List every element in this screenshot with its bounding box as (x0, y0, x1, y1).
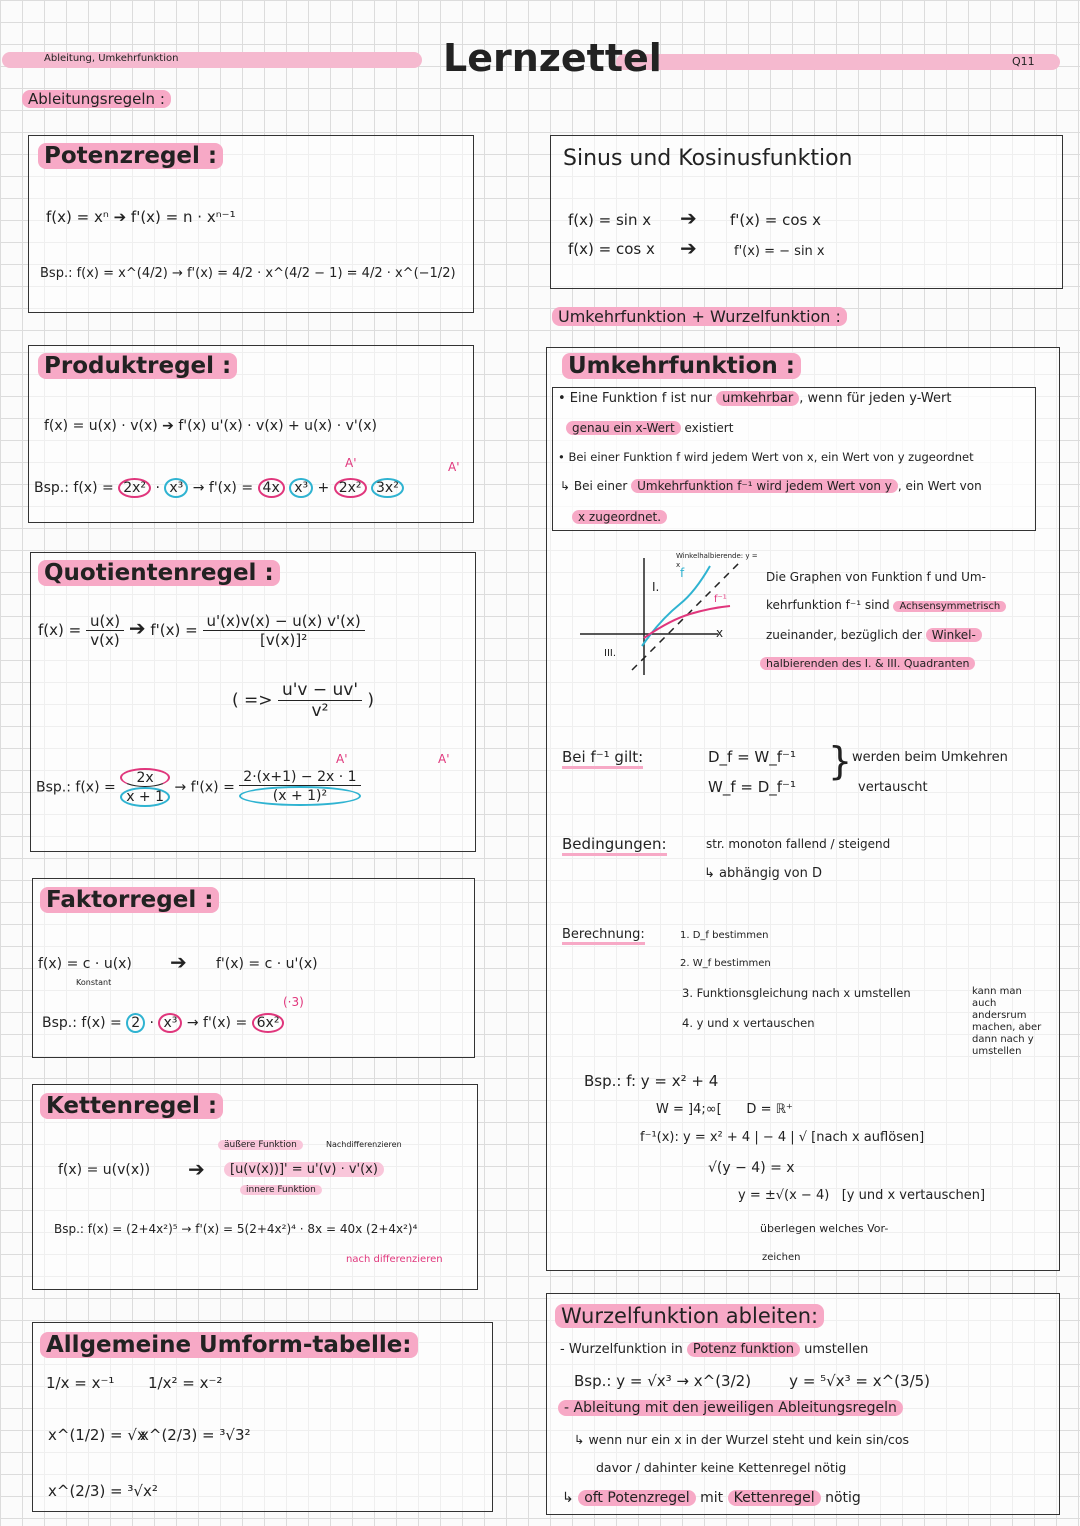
umkehr-b1-end: existiert (684, 421, 734, 435)
sinus-title: Sinus und Kosinusfunktion (563, 146, 853, 171)
umkehr-b1 (558, 391, 951, 406)
produktregel-example: Bsp.: f(x) = 2x² · x³ → f'(x) = 4x x³ + 2x² 3x² (34, 480, 404, 496)
graph-finv: f⁻¹ (714, 594, 727, 605)
ex-term-c: 4x (258, 478, 285, 498)
bsp-2: W = ]4;∞[ D = ℝ⁺ (656, 1102, 793, 1117)
ex-plus: + (317, 480, 330, 496)
sinus-r2-left: f(x) = cos x (568, 240, 655, 258)
quotient-ex-rhs-num: 2·(x+1) − 2x · 1 (239, 769, 360, 786)
wurzel-l1-post: umstellen (804, 1342, 869, 1357)
step-4: 4. y und x vertauschen (682, 1016, 815, 1030)
ex-term-b: x³ (164, 478, 188, 498)
bsp-6: überlegen welches Vor- (760, 1222, 889, 1235)
quotient-mark-2: A' (438, 752, 450, 766)
quotient-v: v(x) (90, 631, 120, 649)
quotient-mark-1: A' (336, 752, 348, 766)
df-note-2: vertauscht (858, 780, 928, 795)
umform-r3: x^(2/3) = ³√x² (48, 1482, 158, 1500)
graph-x: x (716, 626, 724, 640)
wurzel-l1 (560, 1342, 868, 1357)
graph-text-3b: Winkel- (926, 628, 982, 642)
kette-rule-left: f(x) = u(v(x)) (58, 1162, 151, 1178)
ex-term-f: 3x² (371, 478, 404, 498)
header-strip-right (616, 54, 1060, 70)
sinus-r1-left: f(x) = sin x (568, 211, 652, 229)
potenzregel-title: Potenzregel : (38, 143, 223, 169)
wurzel-l3: - Ableitung mit den jeweiligen Ableitungsregeln (558, 1400, 903, 1416)
arrow-icon: ➔ (680, 206, 697, 230)
umkehr-title: Umkehrfunktion : (562, 353, 801, 379)
wurzel-l6 (562, 1490, 861, 1506)
graph-text-2 (766, 598, 1006, 612)
umform-r2a: x^(1/2) = √x (48, 1426, 146, 1444)
wurzel-l5: davor / dahinter keine Kettenregel nötig (596, 1460, 847, 1475)
section-label: Ableitungsregeln : (22, 90, 171, 108)
bed-sub: ↳ abhängig von D (704, 866, 822, 881)
umform-r1a: 1/x = x⁻¹ (46, 1374, 115, 1392)
potenzregel-example: Bsp.: f(x) = x^(4/2) → f'(x) = 4/2 · x^(4/2 − 1) = 4/2 · x^(−1/2) (40, 266, 456, 281)
arrow-icon: ➔ (188, 1157, 205, 1181)
course-tag: Q11 (1012, 55, 1035, 68)
faktor-rule-note: Konstant (76, 978, 112, 987)
quotient-ex-den: x + 1 (120, 787, 170, 807)
umkehr-b1-pre: • Eine Funktion f ist nur (558, 391, 712, 406)
wurzel-l4: ↳ wenn nur ein x in der Wurzel steht und kein sin/cos (574, 1432, 910, 1447)
kette-label-outer: äußere Funktion (218, 1140, 303, 1150)
ex-term-e: 2x² (334, 478, 367, 498)
kette-label-inner: innere Funktion (240, 1185, 322, 1195)
umkehr-b3-hl: Umkehrfunktion f⁻¹ wird jedem Wert von y (631, 479, 898, 493)
wurzel-l1-pre: - Wurzelfunktion in (560, 1342, 683, 1357)
df-label: Bei f⁻¹ gilt: (562, 748, 643, 769)
umkehr-b3-pre: ↳ Bei einer (560, 479, 628, 493)
ber-label: Berechnung: (562, 927, 645, 945)
faktor-rule-right: f'(x) = c · u'(x) (216, 956, 318, 972)
kettenregel-title: Kettenregel : (40, 1093, 223, 1119)
umkehr-b3 (560, 479, 982, 493)
wurzel-title: Wurzelfunktion ableiten: (555, 1304, 824, 1328)
graph-text-2b: Achsensymmetrisch (893, 601, 1006, 612)
wurzel-l6-hl: oft Potenzregel (578, 1490, 695, 1506)
quotient-rhs-fraction (203, 612, 365, 649)
step-3: 3. Funktionsgleichung nach x umstellen (682, 986, 911, 1000)
faktorregel-title: Faktorregel : (40, 887, 219, 913)
bsp-1: Bsp.: f: y = x² + 4 (584, 1072, 719, 1090)
umkehr-b1-hl: umkehrbar (716, 391, 799, 406)
quotient-ex-rhs-fraction (239, 769, 360, 806)
umkehr-section-label: Umkehrfunktion + Wurzelfunktion : (552, 307, 847, 326)
quotient-ex-rhs-prefix: → f'(x) = (174, 779, 235, 796)
graph-text-1: Die Graphen von Funktion f und Um- (766, 570, 986, 584)
graph-f: f (680, 566, 685, 580)
quotient-rhs-den: [v(x)]² (260, 631, 308, 649)
umkehr-b3-post: , ein Wert von (897, 479, 982, 493)
quotient-rhs-num: u'(x)v(x) − u(x) v'(x) (203, 612, 365, 631)
faktor-ex-c: 2 (126, 1013, 145, 1033)
quotient-ex-rhs-den: (x + 1)² (239, 786, 360, 806)
quotient-short-arrow: => (244, 690, 273, 711)
umkehr-b2: • Bei einer Funktion f wird jedem Wert von x, ein Wert von y zugeordnet (558, 450, 974, 464)
quotient-u: u(x) (86, 612, 124, 631)
faktor-ex-note: (·3) (283, 995, 304, 1009)
df-1: D_f = W_f⁻¹ (708, 748, 796, 766)
bsp-5: y = ±√(x − 4) [y und x vertauschen] (738, 1188, 986, 1203)
quotient-short-num: u'v − uv' (278, 680, 362, 701)
kette-rule-right: [u(v(x))]' = u'(v) · v'(x) (224, 1162, 384, 1177)
quotient-short-fraction (278, 680, 362, 721)
faktor-rule-left: f(x) = c · u(x) (38, 956, 132, 972)
arrow-icon: ➔ (680, 236, 697, 260)
umkehr-b3-hl2: x zugeordnet. (572, 510, 667, 524)
bsp-7: zeichen (762, 1252, 801, 1263)
wurzel-l6-pre: ↳ (562, 1490, 574, 1506)
wurzel-l2: Bsp.: y = √x³ → x^(3/2) y = ⁵√x³ = x^(3/5) (574, 1372, 931, 1390)
kette-example: Bsp.: f(x) = (2+4x²)⁵ → f'(x) = 5(2+4x²)⁴ · 8x = 40x (2+4x²)⁴ (54, 1222, 418, 1236)
df-brace: } (828, 739, 853, 783)
wurzel-l6-mid: mit (700, 1490, 724, 1506)
bed-label: Bedingungen: (562, 835, 667, 856)
produktregel-rule: f(x) = u(x) · v(x) ➔ f'(x) u'(x) · v(x) + u(x) · v'(x) (44, 418, 377, 434)
bed-text: str. monoton fallend / steigend (706, 837, 891, 851)
ex-mid: → f'(x) = (192, 480, 254, 496)
bsp-4: √(y − 4) = x (708, 1160, 795, 1176)
quotientenregel-title: Quotientenregel : (38, 560, 280, 586)
df-2: W_f = D_f⁻¹ (708, 778, 796, 796)
sinus-r1-right: f'(x) = cos x (730, 211, 821, 229)
umform-r1b: 1/x² = x⁻² (148, 1374, 223, 1392)
faktor-ex-prefix: Bsp.: f(x) = (42, 1015, 122, 1031)
bsp-3: f⁻¹(x): y = x² + 4 | − 4 | √ [nach x auflösen] (640, 1130, 925, 1145)
arrow-icon: ➔ (170, 950, 187, 974)
produktregel-mark-1: A' (345, 456, 357, 470)
quotient-lhs: f(x) = (38, 621, 82, 639)
quotient-ex-prefix: Bsp.: f(x) = (36, 779, 116, 796)
produktregel-title: Produktregel : (38, 353, 237, 379)
graph-text-2a: kehrfunktion f⁻¹ sind (766, 598, 890, 612)
graph-text-3 (766, 628, 982, 642)
quotient-example (36, 768, 361, 807)
ex-prefix: Bsp.: f(x) = (34, 480, 114, 496)
wurzel-l6-post: nötig (825, 1490, 861, 1506)
kette-note: nach differenzieren (346, 1254, 443, 1265)
quotient-ex-num: 2x (120, 768, 170, 787)
subject-label: Ableitung, Umkehrfunktion (44, 53, 179, 64)
graph-III: III. (604, 648, 617, 659)
produktregel-mark-2: A' (448, 460, 460, 474)
faktor-ex-u: x³ (158, 1013, 182, 1033)
quotient-short: ( => $\frac{u'v - uv'}{\text{v²}}$ ) (232, 680, 375, 721)
potenzregel-rule: f(x) = xⁿ ➔ f'(x) = n · xⁿ⁻¹ (46, 208, 236, 226)
step-2: 2. W_f bestimmen (680, 958, 771, 969)
ex-term-d: x³ (289, 478, 313, 498)
kette-label-nach: Nachdifferenzieren (326, 1140, 402, 1149)
faktor-ex-mid: → f'(x) = (186, 1015, 248, 1031)
step-note: kann man auch andersrum machen, aber dann nach y umstellen (972, 986, 1042, 1057)
umform-r2b: x^(2/3) = ³√3² (140, 1426, 251, 1444)
quotient-fraction (86, 612, 124, 649)
page-title: Lernzettel (443, 36, 662, 80)
umkehr-b1-post: , wenn für jeden y-Wert (799, 391, 952, 406)
sinus-r2-right: f'(x) = − sin x (734, 244, 825, 259)
graph-label-top: Winkelhalbierende: y = x (676, 552, 758, 569)
umkehr-b1-hl2: genau ein x-Wert (566, 421, 681, 435)
graph-text-4: halbierenden des I. & III. Quadranten (760, 657, 975, 670)
graph-text-3a: zueinander, bezüglich der (766, 628, 922, 642)
faktor-example: Bsp.: f(x) = 2 · x³ → f'(x) = 6x² (42, 1015, 284, 1031)
step-1: 1. D_f bestimmen (680, 930, 769, 941)
arrow-icon: ➔ (128, 616, 146, 640)
quotient-short-den: v² (311, 701, 329, 721)
df-note-1: werden beim Umkehren (852, 750, 1008, 765)
quotient-rhs-prefix: f'(x) = (150, 621, 198, 639)
wurzel-l1-hl: Potenz funktion (687, 1342, 800, 1357)
ex-term-a: 2x² (118, 478, 151, 498)
graph-I: I. (652, 580, 660, 594)
faktor-ex-res: 6x² (252, 1013, 285, 1033)
umform-title: Allgemeine Umform-tabelle: (40, 1332, 418, 1358)
umkehr-b3-line2 (572, 510, 667, 524)
wurzel-l6-hl2: Kettenregel (728, 1490, 821, 1506)
quotient-ex-fraction (120, 768, 170, 807)
quotient-rule (38, 612, 365, 649)
umkehr-b1-line2 (566, 421, 733, 435)
